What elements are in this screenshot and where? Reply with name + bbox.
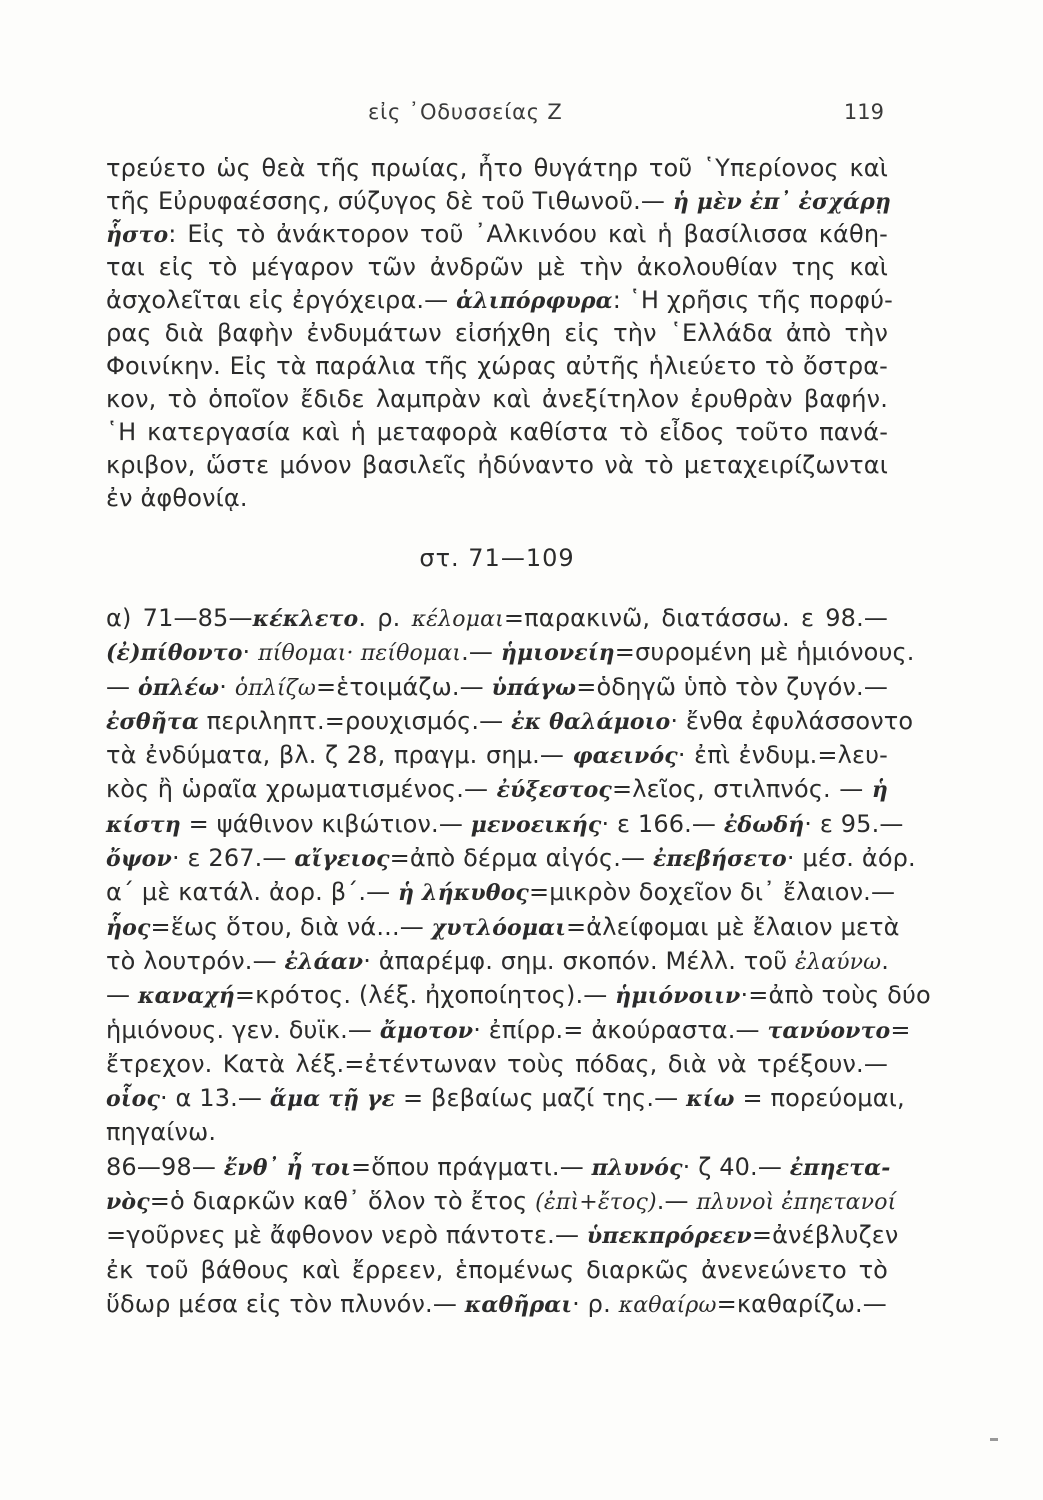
text-line: [106, 1287, 888, 1321]
lemma: ἐκ θαλάμοιο: [511, 708, 671, 735]
section-heading: στ. 71—109: [419, 544, 575, 572]
page-header: [368, 100, 884, 134]
text-run: : ῾Η χρῆσις τῆς πορφύ-: [612, 286, 893, 314]
text-run: = πορεύομαι,: [734, 1084, 905, 1113]
text-line: [106, 185, 892, 218]
text-run: =ὁδηγῶ ὑπὸ τὸν ζυγόν.—: [576, 672, 888, 701]
text-run: =ὁ διαρκῶν καθ᾿ ὅλον τὸ ἔτος: [149, 1187, 536, 1216]
text-run: .—: [461, 638, 501, 667]
lemma: καθαίρω: [618, 1292, 717, 1318]
text-run: Φοινίκην. Εἰς τὰ παράλια τῆς χώρας αὐτῆς ἡλιεύετο τὸ ὄστρα-: [106, 352, 888, 380]
lemma: ἧστο: [106, 222, 169, 248]
text-line: [106, 978, 931, 1012]
lemma: κέλομαι: [411, 607, 504, 632]
text-run: =ἀνέβλυζεν: [751, 1221, 899, 1250]
lemma: ἅμα τῇ γε: [269, 1086, 396, 1113]
text-line: [106, 449, 888, 482]
lemma: ἡμιόνοιιν: [615, 983, 741, 1010]
lemma: ἄμοτον: [379, 1017, 474, 1044]
text-run: =συρομένη μὲ ἡμιόνους.: [614, 638, 915, 667]
text-run: = βεβαίως μαζί της.—: [395, 1084, 687, 1113]
lemma: (ἐ)πίθοντο: [106, 640, 243, 667]
lemma: (ἐπὶ+ἔτος): [535, 1190, 657, 1216]
text-line: [106, 738, 888, 772]
page-body: [106, 152, 931, 1321]
text-run: · α 13.—: [160, 1084, 270, 1113]
text-run: · ζ 40.—: [682, 1152, 790, 1181]
text-run: κον, τὸ ὁποῖον ἔδιδε λαμπρὰν καὶ ἀνεξίτηλον ἐρυθρὰν βαφήν.: [106, 385, 888, 413]
text-run: ·: [242, 638, 259, 667]
text-run: =λεῖος, στιλπνός. —: [611, 775, 872, 804]
lemma: ἐπεβήσετο: [652, 846, 787, 873]
lemma: κέκλετο: [252, 606, 359, 632]
text-run: .: [881, 946, 889, 975]
commentary-paragraph: [106, 152, 893, 515]
text-line: [106, 670, 888, 704]
text-run: ὕδωρ μέσα εἰς τὸν πλυνόν.—: [106, 1289, 465, 1318]
text-run: · μέσ. ἀόρ.: [786, 844, 916, 873]
lemma: φαεινός: [572, 743, 678, 770]
text-run: =μικρὸν δοχεῖον δι᾿ ἔλαιον.—: [528, 878, 896, 907]
lemma: ἡμιονείη: [500, 640, 615, 667]
lemma: πλυνός: [591, 1154, 683, 1181]
lemma: καναχή: [137, 983, 235, 1010]
text-run: κὸς ἢ ὡραῖα χρωματισμένος.—: [106, 775, 497, 804]
lemma: ἐύξεστος: [496, 777, 612, 804]
text-run: —: [106, 672, 138, 701]
text-run: . ρ.: [358, 604, 412, 632]
text-line: [106, 1081, 905, 1115]
text-run: περιληπτ.=ρουχισμός.—: [198, 706, 512, 735]
lemma: αἴγειος: [294, 846, 390, 873]
lemma: ἐδωδή: [723, 811, 805, 838]
text-run: ρας διὰ βαφὴν ἐνδυμάτων εἰσήχθη εἰς τὴν ῾Ελλάδα ἀπὸ τὴν: [106, 319, 888, 347]
lemma: οἷος: [106, 1086, 160, 1113]
text-run: = ψάθινον κιβώτιον.—: [180, 809, 471, 838]
text-run: =γοῦρνες μὲ ἄφθονον νερὸ πάντοτε.—: [106, 1221, 587, 1250]
lemma: ἡ: [871, 777, 888, 804]
text-run: ἡμιόνους. γεν. δυϊκ.—: [106, 1015, 380, 1044]
text-line: [106, 601, 888, 635]
text-line: [106, 1218, 899, 1252]
lemma: καθῆραι: [464, 1291, 573, 1318]
text-run: ἐν ἀφθονίᾳ.: [106, 484, 248, 512]
text-run: =κρότος. (λέξ. ἠχοποίητος).—: [234, 981, 616, 1010]
text-run: =ἕως ὅτου, διὰ νά...—: [150, 912, 432, 941]
text-line: [106, 1047, 888, 1081]
text-run: τῆς Εὐρυφαέσσης, σύζυγος δὲ τοῦ Τιθωνοῦ.—: [106, 187, 673, 215]
text-run: · ε 95.—: [804, 809, 904, 838]
page-number: 119: [843, 100, 884, 124]
text-run: ἐκ τοῦ βάθους καὶ ἔρρεεν, ἑπομένως διαρκῶς ἀνενεώνετο τὸ: [106, 1255, 888, 1284]
notes-block: [106, 601, 931, 1321]
text-run: τρεύετο ὡς θεὰ τῆς πρωίας, ἦτο θυγάτηρ τοῦ ῾Υπερίονος καὶ: [106, 154, 888, 182]
text-run: τὰ ἐνδύματα, βλ. ζ 28, πραγμ. σημ.—: [106, 741, 573, 770]
lemma: νὸς: [106, 1189, 150, 1216]
lemma: ἧος: [106, 914, 151, 941]
lemma: κίστη: [106, 811, 181, 838]
running-head: εἰς ᾿Οδυσσείας Ζ: [368, 100, 563, 124]
lemma: ἐλαύνω: [795, 949, 882, 975]
text-line: [106, 317, 888, 350]
text-line: [106, 152, 888, 185]
lemma: ὑπάγω: [491, 674, 577, 701]
lemma: ἡ λήκυθος: [398, 880, 529, 907]
text-run: · ε 267.—: [171, 844, 295, 873]
text-run: ·=ἀπὸ τοὺς δύο: [740, 981, 931, 1010]
text-run: .—: [656, 1187, 697, 1216]
lemma: πίθομαι· πείθομαι: [258, 641, 462, 667]
text-line: [106, 1184, 897, 1218]
text-line: [106, 416, 888, 449]
lemma: ὁπλέω: [138, 674, 220, 701]
text-line: [106, 772, 888, 806]
text-run: · ἔνθα ἐφυλάσσοντο: [670, 706, 914, 735]
text-run: =ἀπὸ δέρμα αἰγός.—: [389, 844, 653, 873]
text-run: α´ μὲ κατάλ. ἀορ. β´.—: [106, 878, 399, 907]
text-line: [106, 482, 888, 515]
lemma: ἁλιπόρφυρα: [456, 288, 613, 314]
text-line: [106, 1150, 891, 1184]
text-line: [106, 350, 888, 383]
lemma: ὄψον: [106, 846, 172, 873]
text-run: πηγαίνω.: [106, 1118, 217, 1147]
text-run: ἀσχολεῖται εἰς ἐργόχειρα.—: [106, 286, 457, 314]
lemma: ἐλάαν: [284, 948, 364, 975]
text-line: [106, 1115, 888, 1149]
text-run: · ρ.: [572, 1289, 619, 1318]
lemma: ἐπηετα-: [789, 1154, 891, 1181]
text-run: =παρακινῶ, διατάσσω. ε 98.—: [503, 604, 888, 632]
text-run: =ἑτοιμάζω.—: [315, 672, 492, 701]
text-line: [106, 1253, 888, 1287]
text-run: =καθαρίζω.—: [716, 1289, 887, 1318]
text-line: [106, 944, 888, 978]
print-mark: [990, 1438, 998, 1441]
text-line: [106, 1013, 911, 1047]
text-run: 86—98—: [106, 1152, 224, 1181]
text-line: [106, 841, 916, 875]
text-line: [106, 218, 888, 251]
text-run: =: [890, 1015, 911, 1044]
lemma: ὑπεκπρόρεεν: [586, 1223, 752, 1250]
text-run: =ἀλείφομαι μὲ ἔλαιον μετὰ: [566, 912, 900, 941]
text-run: ·: [219, 672, 235, 701]
text-run: ἔτρεχον. Κατὰ λέξ.=ἐτέντωναν τοὺς πόδας, διὰ νὰ τρέξουν.—: [106, 1049, 888, 1078]
text-run: —: [106, 981, 138, 1010]
text-line: [106, 807, 904, 841]
lemma: μενοεικής: [470, 811, 602, 838]
text-line: [106, 635, 915, 669]
text-line: [106, 284, 893, 317]
text-line: [106, 875, 896, 909]
text-run: · ἀπαρέμφ. σημ. σκοπόν. Μέλλ. τοῦ: [363, 946, 796, 975]
text-run: · ἐπὶ ἐνδυμ.=λευ-: [677, 741, 888, 770]
text-run: · ἐπίρρ.= ἀκούραστα.—: [473, 1015, 768, 1044]
lemma: χυτλόομαι: [431, 914, 567, 941]
text-line: [106, 251, 888, 284]
lemma: ἐσθῆτα: [106, 708, 199, 735]
text-run: ται εἰς τὸ μέγαρον τῶν ἀνδρῶν μὲ τὴν ἀκολουθίαν της καὶ: [106, 253, 888, 281]
lemma: κίω: [686, 1086, 735, 1113]
text-run: · ε 166.—: [601, 809, 724, 838]
text-line: [106, 910, 900, 944]
lemma: ἔνθ᾿ ἦ τοι: [223, 1154, 352, 1181]
lemma: τανύοντο: [767, 1017, 891, 1044]
text-run: α) 71—85—: [106, 604, 253, 632]
text-run: =ὅπου πράγματι.—: [351, 1152, 592, 1181]
text-line: [106, 383, 888, 416]
text-run: τὸ λουτρόν.—: [106, 946, 285, 975]
lemma: ὁπλίζω: [234, 675, 316, 701]
lemma: ἡ μὲν ἐπ᾿ ἐσχάρῃ: [672, 189, 892, 215]
text-run: κριβον, ὥστε μόνον βασιλεῖς ἠδύναντο νὰ τὸ μεταχειρίζωνται: [106, 451, 888, 479]
text-run: : Εἰς τὸ ἀνάκτορον τοῦ ᾿Αλκινόου καὶ ἡ βασίλισσα κάθη-: [168, 220, 888, 248]
text-run: ῾Η κατεργασία καὶ ἡ μεταφορὰ καθίστα τὸ εἶδος τοῦτο πανά-: [106, 418, 888, 446]
lemma: πλυνοὶ ἐπηετανοί: [696, 1190, 897, 1216]
text-line: [106, 704, 914, 738]
